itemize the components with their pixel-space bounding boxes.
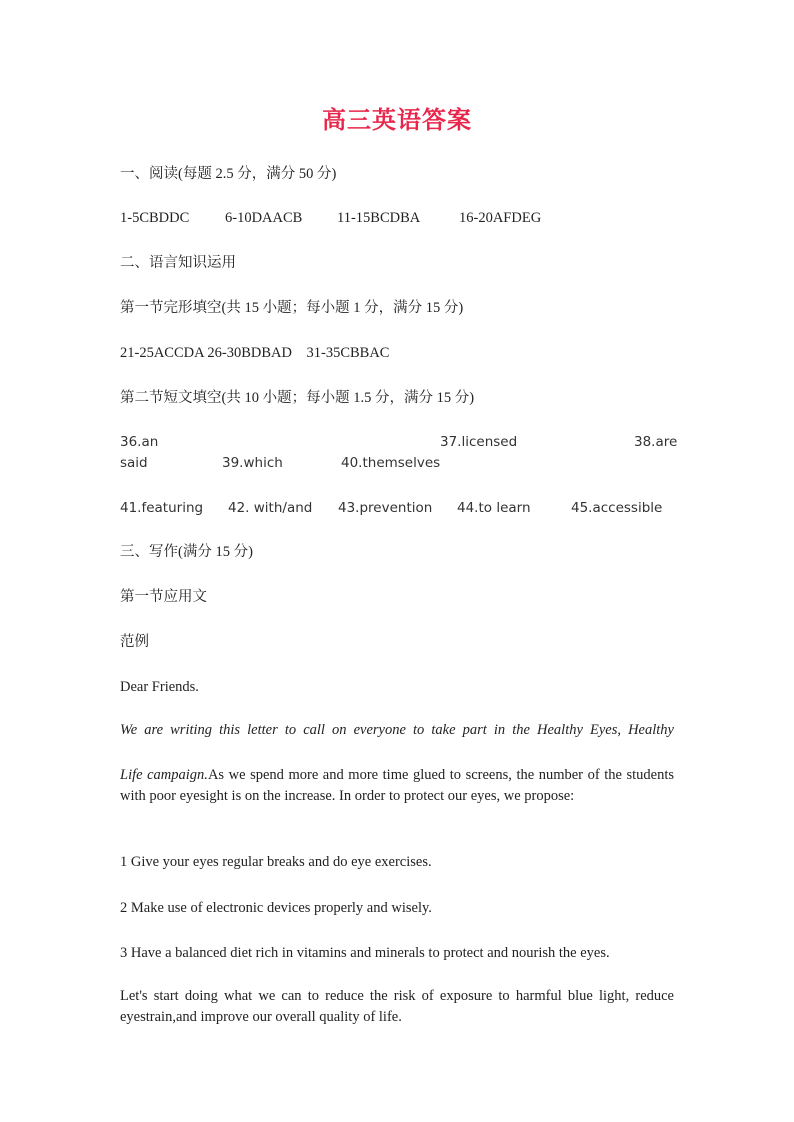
- letter-closing-paragraph: Let's start doing what we can to reduce the risk of exposure to harmful blue light, reduce eyestrain,and improve our overall quality of life.: [120, 988, 674, 1025]
- grammar-answer-43: 43.prevention: [338, 500, 433, 516]
- practical-writing-heading: 第一节应用文: [120, 589, 207, 605]
- language-heading: 二、语言知识运用: [120, 255, 236, 271]
- proposal-point-1: 1 Give your eyes regular breaks and do eye exercises.: [120, 854, 432, 870]
- reading-answer-3: 11-15BCDBA: [337, 210, 421, 226]
- grammar-answer-37: 37.licensed: [440, 434, 518, 450]
- sample-label: 范例: [120, 634, 149, 650]
- cloze-heading: 第一节完形填空(共 15 小题；每小题 1 分，满分 15 分): [120, 300, 464, 316]
- page-title: 高三英语答案: [322, 106, 472, 134]
- letter-intro-line: We are writing this letter to call on everyone to take part in the Healthy Eyes, Healthy: [120, 722, 674, 738]
- grammar-answer-42: 42. with/and: [228, 500, 313, 516]
- letter-salutation: Dear Friends.: [120, 679, 199, 695]
- letter-intro-paragraph: [120, 765, 674, 807]
- grammar-answer-44: 44.to learn: [457, 500, 531, 516]
- grammar-answer-45: 45.accessible: [571, 500, 663, 516]
- cloze-answers: 21-25ACCDA 26-30BDBAD 31-35CBBAC: [120, 345, 390, 361]
- reading-answer-4: 16-20AFDEG: [459, 210, 542, 226]
- reading-answer-2: 6-10DAACB: [225, 210, 303, 226]
- grammar-heading: 第二节短文填空(共 10 小题；每小题 1.5 分，满分 15 分): [120, 390, 475, 406]
- grammar-answer-38a: 38.are: [634, 434, 678, 450]
- reading-answer-1: 1-5CBDDC: [120, 210, 190, 226]
- intro-body-text: As we spend more and more time glued to screens, the number of the students with poor eyesight is on the increase. In order to protect our eyes, we propose:: [120, 767, 675, 804]
- reading-heading: 一、阅读(每题 2.5 分，满分 50 分): [120, 166, 337, 182]
- grammar-answer-38b: said: [120, 455, 148, 471]
- writing-heading: 三、写作(满分 15 分): [120, 544, 253, 560]
- campaign-name-continuation: Life campaign.: [120, 767, 208, 783]
- proposal-point-3: 3 Have a balanced diet rich in vitamins and minerals to protect and nourish the eyes.: [120, 945, 610, 961]
- grammar-answer-41: 41.featuring: [120, 500, 204, 516]
- grammar-answer-39: 39.which: [222, 455, 283, 471]
- proposal-point-2: 2 Make use of electronic devices properly and wisely.: [120, 900, 432, 916]
- grammar-answer-40: 40.themselves: [341, 455, 441, 471]
- grammar-answer-36: 36.an: [120, 434, 159, 450]
